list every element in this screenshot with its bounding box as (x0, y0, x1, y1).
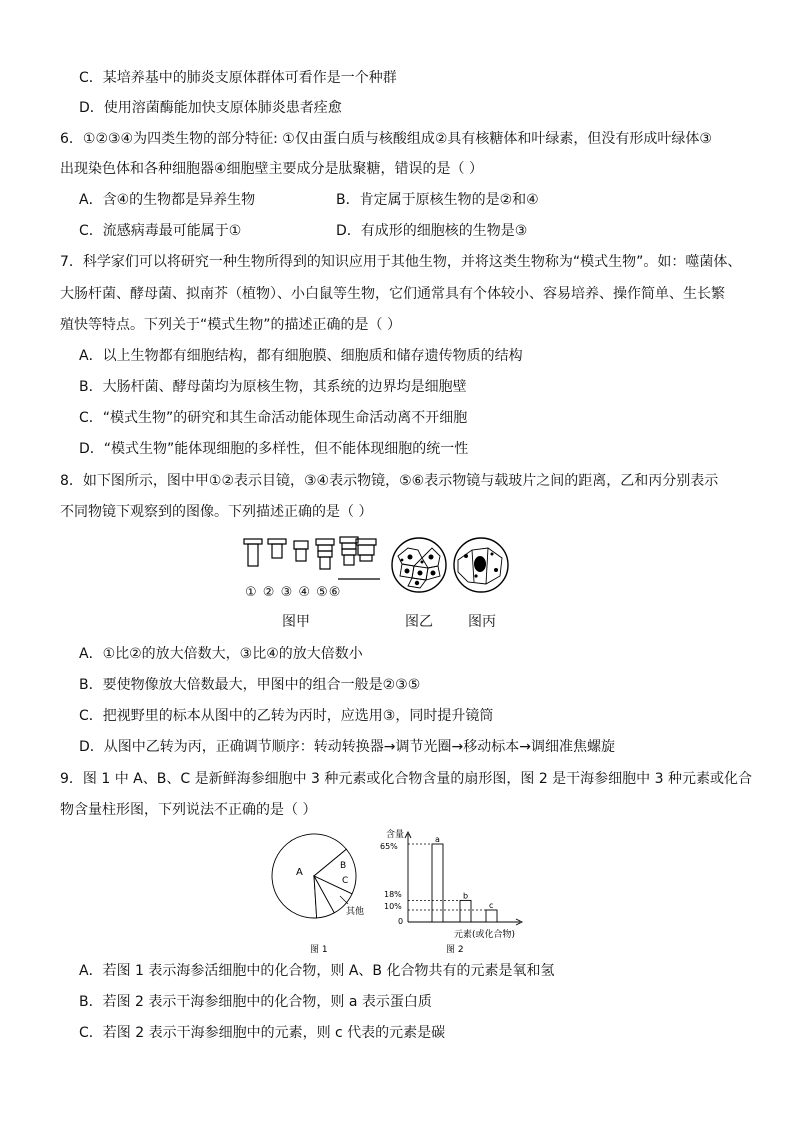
q8-option-b: B．要使物像放大倍数最大，甲图中的组合一般是②③⑤ (79, 677, 421, 693)
q7-stem-line3: 殖快等特点。下列关于“模式生物”的描述正确的是（ ） (60, 317, 401, 333)
q7-option-a: A．以上生物都有细胞结构，都有细胞膜、细胞质和储存遗传物质的结构 (79, 348, 523, 364)
q6-option-c: C．流感病毒最可能属于① (79, 223, 242, 239)
q7-option-b: B．大肠杆菌、酵母菌均为原核生物，其系统的边界均是细胞壁 (79, 379, 467, 395)
q9-option-a: A．若图 1 表示海参活细胞中的化合物，则 A、B 化合物共有的元素是氧和氢 (79, 963, 555, 979)
q9-option-b: B．若图 2 表示干海参细胞中的化合物，则 a 表示蛋白质 (79, 994, 432, 1010)
microscope-lenses-figure (238, 533, 384, 583)
bar-label-b: b (463, 891, 469, 901)
q8-stem-line2: 不同物镜下观察到的图像。下列描述正确的是（ ） (60, 504, 373, 520)
pie-label-a: A (296, 867, 303, 878)
fig-yi-caption: 图乙 (405, 614, 433, 630)
q8-option-d: D．从图中乙转为丙，正确调节顺序：转动转换器→调节光圈→移动标本→调细准焦螺旋 (79, 739, 615, 755)
q7-stem-line2: 大肠杆菌、酵母菌、拟南芥（植物）、小白鼠等生物，它们通常具有个体较小、容易培养、操作简单、生长繁 (60, 286, 725, 302)
pie-label-c: C (342, 876, 349, 886)
figure2-bar-chart (380, 826, 530, 958)
q7-option-d: D．“模式生物”能体现细胞的多样性，但不能体现细胞的统一性 (79, 441, 469, 457)
figure1-pie-chart (270, 826, 380, 958)
ytick-65: 65% (380, 842, 398, 851)
ytick-0: 0 (398, 917, 404, 926)
figure2-caption: 图 2 (446, 945, 464, 955)
field-of-view-low-power (390, 536, 448, 594)
pie-label-other: 其他 (346, 907, 365, 917)
q9-stem-line1: 9．图 1 中 A、B、C 是新鲜海参细胞中 3 种元素或化合物含量的扇形图，图 2 是干海参细胞中 3 种元素或化合 (60, 771, 752, 787)
ytick-18: 18% (384, 890, 402, 899)
bar-c (486, 910, 497, 922)
option-c: C．某培养基中的肺炎支原体群体可看作是一个种群 (79, 70, 397, 86)
ytick-10: 10% (384, 902, 402, 911)
bar-label-a: a (435, 835, 440, 844)
q7-stem-line1: 7．科学家们可以将研究一种生物所得到的知识应用于其他生物，并将这类生物称为“模式生物”。如：噬菌体、 (60, 254, 742, 270)
lens-number-labels: ① ② ③ ④ ⑤⑥ (245, 585, 342, 600)
q6-stem-line1: 6．①②③④为四类生物的部分特征: ①仅由蛋白质与核酸组成②具有核糖体和叶绿素，但没有形成叶绿体③ (60, 131, 712, 147)
field-of-view-high-power (452, 536, 510, 594)
q9-stem-line2: 物含量柱形图，下列说法不正确的是（ ） (60, 802, 317, 818)
bar-ylabel: 含量 (386, 830, 405, 840)
pie-label-b: B (340, 861, 347, 871)
figure1-caption: 图 1 (310, 945, 328, 955)
q6-option-a: A．含④的生物都是异养生物 (79, 192, 256, 208)
q6-stem-line2: 出现染色体和各种细胞器④细胞壁主要成分是肽聚糖，错误的是（ ） (60, 161, 483, 177)
q9-option-c: C．若图 2 表示干海参细胞中的元素，则 c 代表的元素是碳 (79, 1025, 446, 1041)
q8-stem-line1: 8．如下图所示，图中甲①②表示目镜，③④表示物镜，⑤⑥表示物镜与载玻片之间的距离，乙和丙分别表示 (60, 473, 719, 489)
q6-option-b: B．肯定属于原核生物的是②和④ (336, 192, 539, 208)
bar-label-c: c (489, 901, 494, 910)
q7-option-c: C．“模式生物”的研究和其生命活动能体现生命活动离不开细胞 (79, 410, 468, 426)
q8-option-a: A．①比②的放大倍数大，③比④的放大倍数小 (79, 646, 363, 662)
bar-b (460, 900, 471, 922)
fig-jia-caption: 图甲 (282, 614, 310, 630)
fig-bing-caption: 图丙 (468, 614, 496, 630)
bar-xlabel: 元素(或化合物) (454, 930, 516, 940)
q6-option-d: D．有成形的细胞核的生物是③ (336, 223, 528, 239)
q8-option-c: C．把视野里的标本从图中的乙转为丙时，应选用③，同时提升镜筒 (79, 708, 494, 724)
option-d: D．使用溶菌酶能加快支原体肺炎患者痊愈 (79, 100, 342, 116)
